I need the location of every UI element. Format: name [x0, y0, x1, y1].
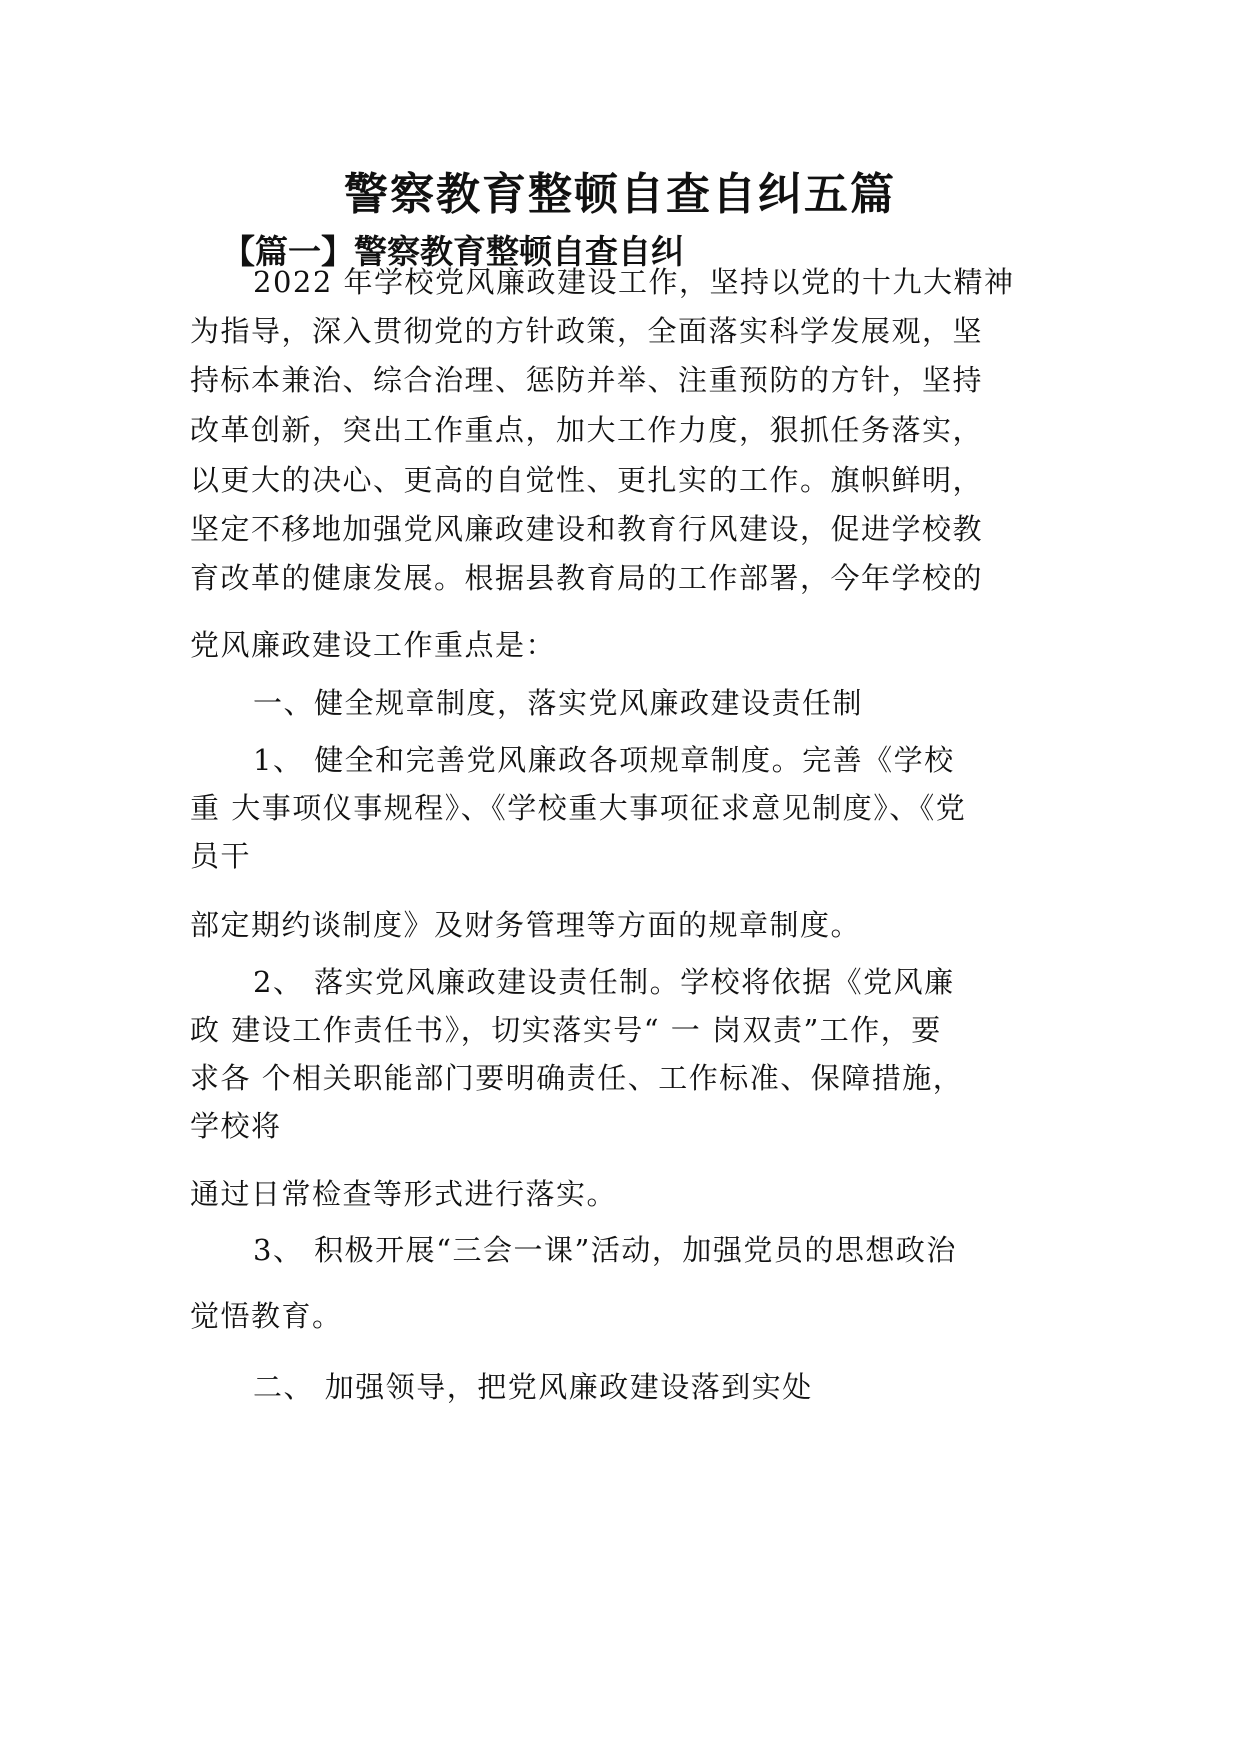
paragraph-line: 以更大的决心、更高的自觉性、更扎实的工作。旗帜鲜明，: [190, 463, 984, 497]
paragraph-line: 党风廉政建设工作重点是：: [190, 628, 557, 662]
paragraph-line: 改革创新，突出工作重点，加大工作力度，狠抓任务落实，: [190, 413, 984, 447]
paragraph-line: 育改革的健康发展。根据县教育局的工作部署，今年学校的: [190, 561, 984, 595]
paragraph-line: 为指导，深入贯彻党的方针政策，全面落实科学发展观，坚: [190, 314, 984, 348]
list-item-line: 重 大事项仪事规程》、《学校重大事项征求意见制度》、《党: [190, 791, 967, 825]
list-item-line: 通过日常检查等形式进行落实。: [190, 1177, 618, 1211]
list-item-line: 求各 个相关职能部门要明确责任、工作标准、保障措施，: [190, 1061, 964, 1095]
list-item-line: 1、 健全和完善党风廉政各项规章制度。完善《学校: [253, 743, 955, 777]
list-heading: 一、健全规章制度，落实党风廉政建设责任制: [253, 686, 864, 720]
paragraph-line: 2022 年学校党风廉政建设工作，坚持以党的十九大精神: [253, 265, 1015, 299]
list-heading: 二、 加强领导，把党风廉政建设落到实处: [253, 1370, 813, 1404]
list-item-line: 3、 积极开展“三会一课”活动，加强党员的思想政治: [253, 1233, 957, 1267]
list-item-line: 学校将: [190, 1109, 282, 1143]
list-item-line: 政 建设工作责任书》，切实落实号“ 一 岗双责”工作，要: [190, 1013, 942, 1047]
section-heading: 【篇一】警察教育整顿自查自纠: [222, 232, 684, 271]
list-item-line: 2、 落实党风廉政建设责任制。学校将依据《党风廉: [253, 965, 955, 999]
paragraph-line: 持标本兼治、综合治理、惩防并举、注重预防的方针，坚持: [190, 363, 984, 397]
paragraph-line: 坚定不移地加强党风廉政建设和教育行风建设，促进学校教: [190, 512, 984, 546]
list-item-line: 员干: [190, 839, 252, 873]
list-item-line: 觉悟教育。: [190, 1299, 343, 1333]
document-title: 警察教育整顿自查自纠五篇: [344, 169, 896, 220]
list-item-line: 部定期约谈制度》及财务管理等方面的规章制度。: [190, 908, 862, 942]
